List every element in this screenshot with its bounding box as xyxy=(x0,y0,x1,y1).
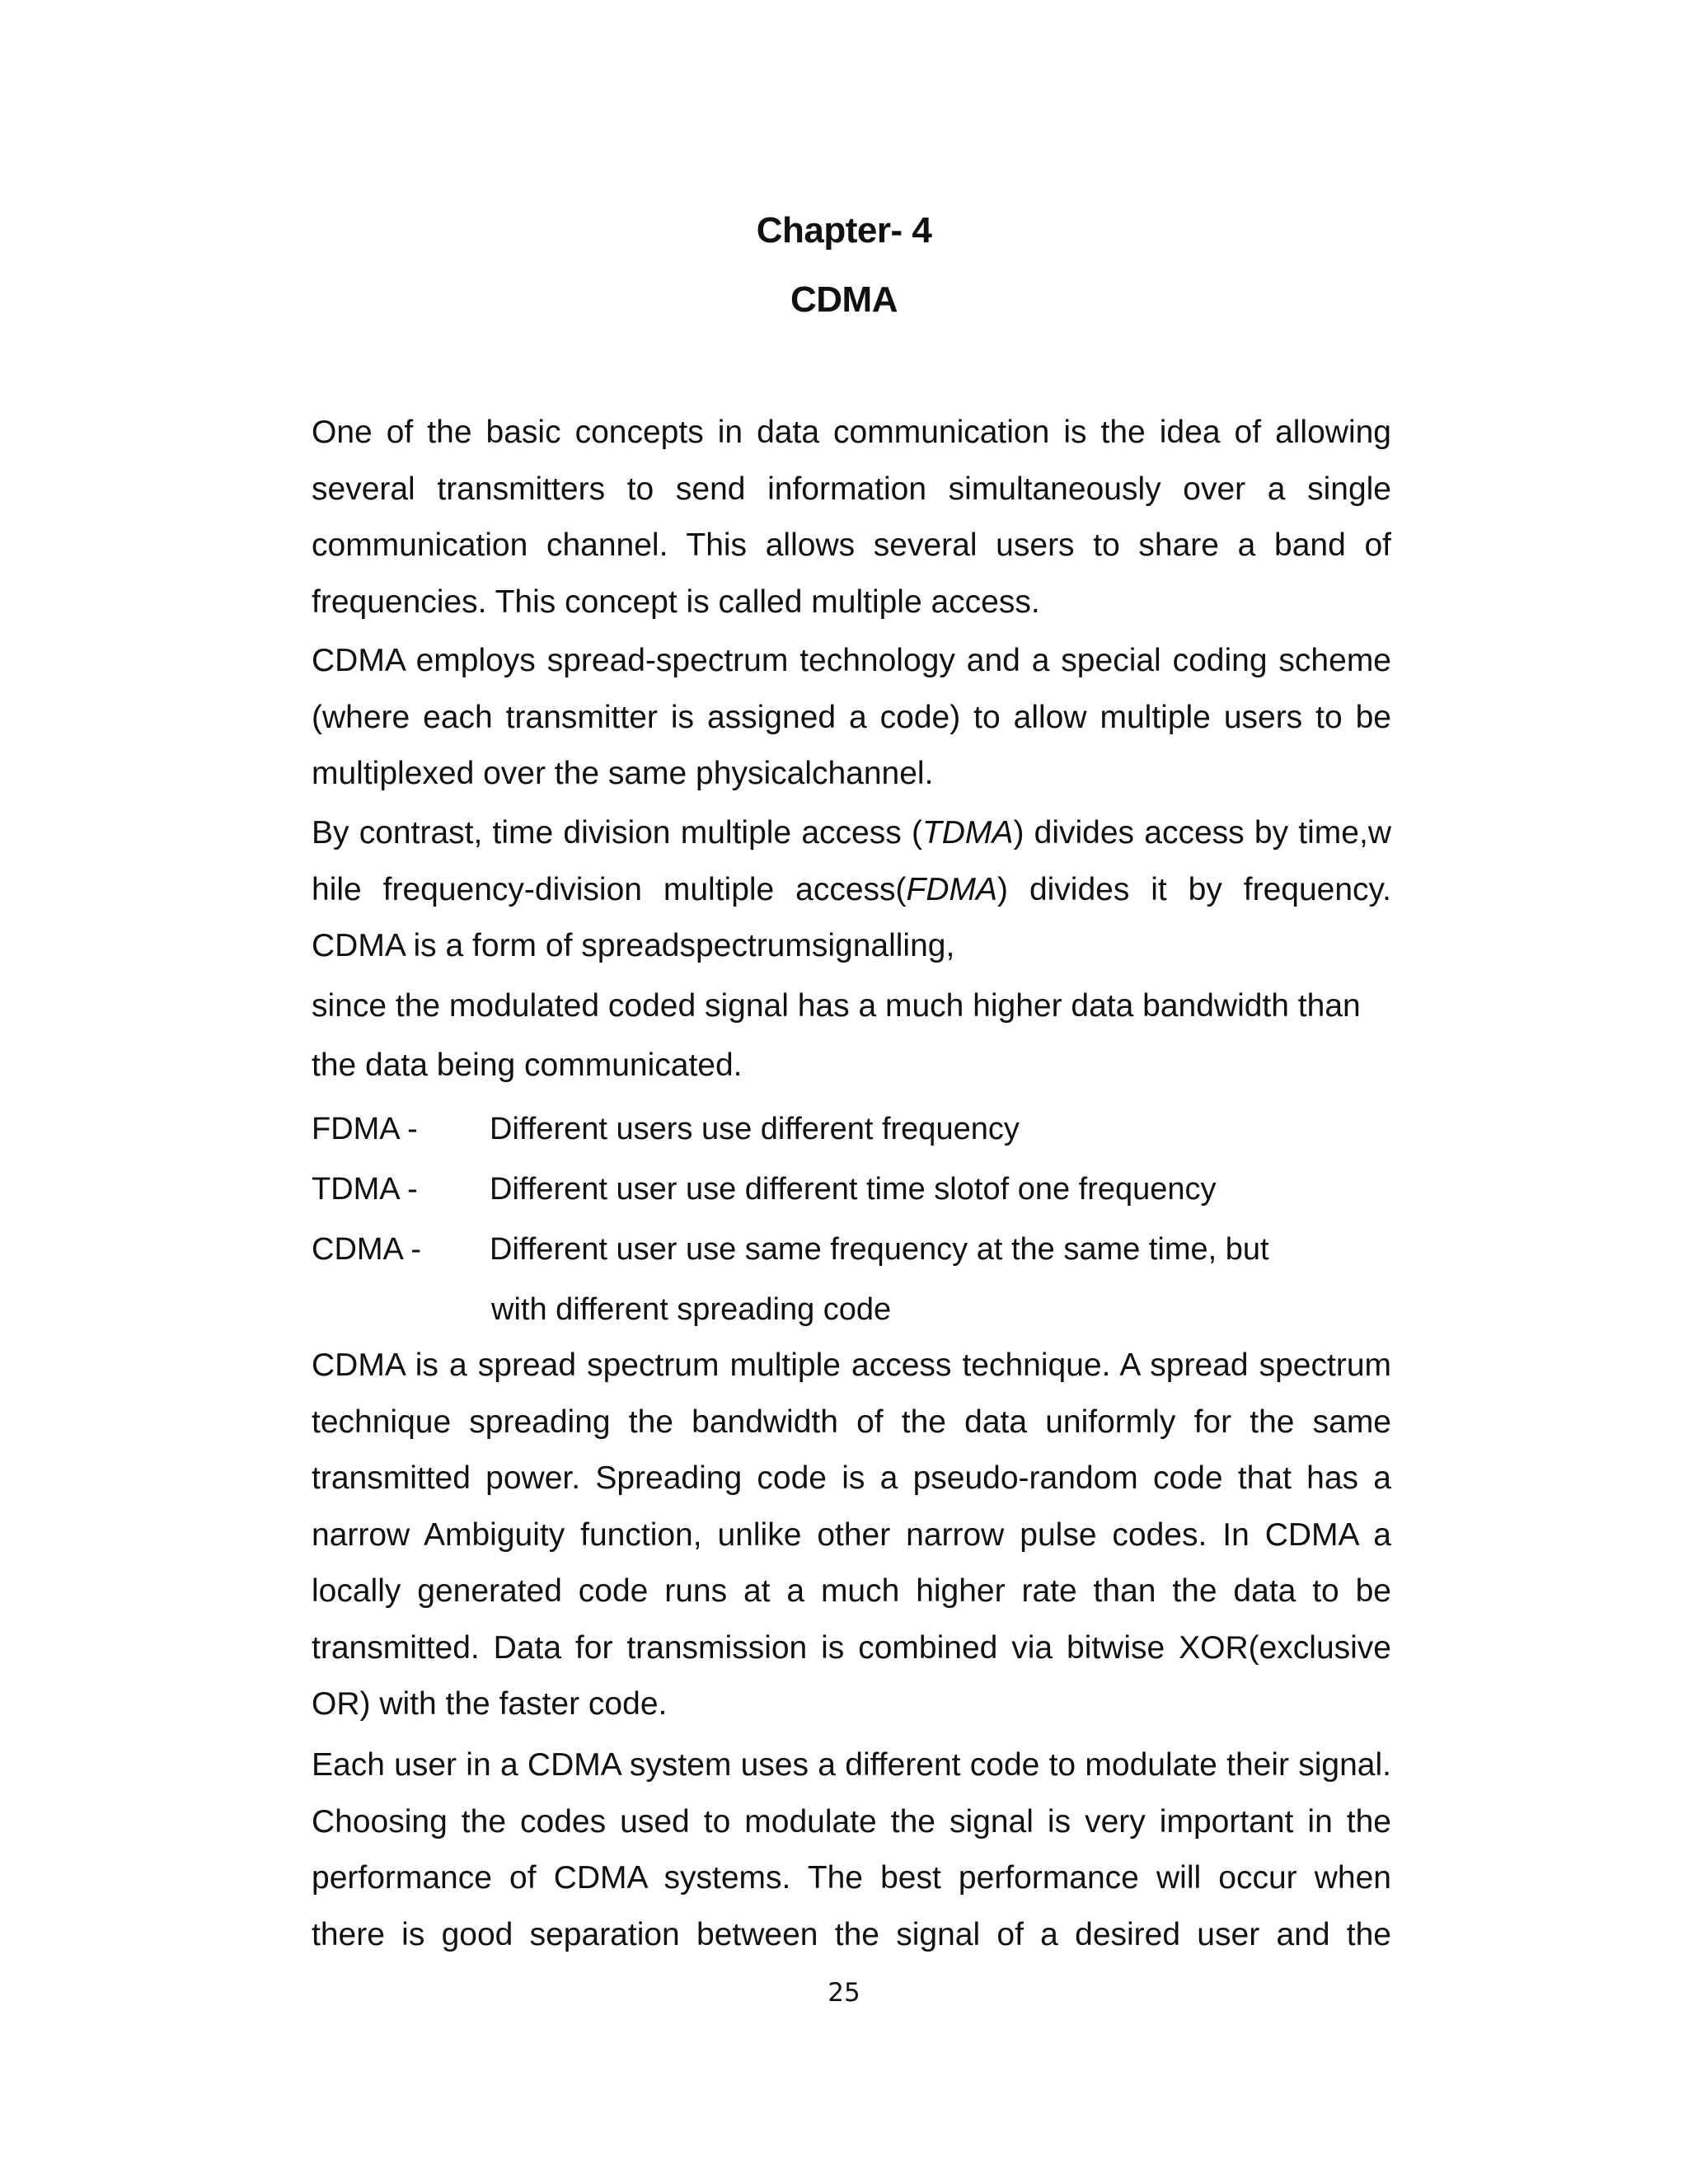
chapter-label: Chapter- 4 xyxy=(756,210,932,251)
text-line: communication channel. This allows several users to share a band of xyxy=(312,527,1391,563)
text-line: the data being communicated. xyxy=(312,1047,743,1083)
acronym-fdma: FDMA xyxy=(906,871,998,907)
text-line: OR) with the faster code. xyxy=(312,1686,668,1722)
text-segment: ) divides it by frequency. xyxy=(997,871,1391,907)
definition-description: Different user use different time slotof one frequency xyxy=(490,1172,1217,1207)
definition-row-continuation xyxy=(312,1280,1391,1340)
page-number: 25 xyxy=(828,1978,860,2008)
definition-description: Different user use same frequency at the same time, but xyxy=(490,1232,1269,1267)
text-line: CDMA is a form of spreadspectrumsignalling, xyxy=(312,928,955,963)
access-methods-list xyxy=(312,1099,1391,1340)
paragraph-codes xyxy=(312,1737,1391,1963)
text-line xyxy=(312,805,1391,862)
text-line: transmitted. Data for transmission is combined via bitwise XOR(exclusive xyxy=(312,1629,1391,1666)
text-line: Each user in a CDMA system uses a different code to modulate their signal. xyxy=(312,1747,1391,1783)
paragraph-spread-spectrum xyxy=(312,1338,1391,1733)
definition-term: CDMA - xyxy=(312,1232,421,1267)
text-line: several transmitters to send information simultaneously over a single xyxy=(312,471,1391,507)
paragraph-contrast xyxy=(312,805,1391,1094)
paragraph-cdma-definition xyxy=(312,633,1391,803)
text-line: locally generated code runs at a much higher rate than the data to be xyxy=(312,1573,1391,1609)
paragraph-intro xyxy=(312,405,1391,630)
text-line: there is good separation between the signal of a desired user and the xyxy=(312,1916,1391,1952)
definition-term: TDMA - xyxy=(312,1172,418,1207)
text-line: frequencies. This concept is called multiple access. xyxy=(312,583,1040,620)
text-segment: ) divides access by time,w xyxy=(1013,815,1391,851)
text-line: since the modulated coded signal has a much higher data bandwidth than xyxy=(312,987,1361,1024)
text-line: Choosing the codes used to modulate the signal is very important in the xyxy=(312,1803,1391,1840)
text-line: narrow Ambiguity function, unlike other narrow pulse codes. In CDMA a xyxy=(312,1516,1391,1553)
definition-row-cdma xyxy=(312,1220,1391,1280)
text-line: One of the basic concepts in data communication is the idea of allowing xyxy=(312,415,1391,450)
text-line: technique spreading the bandwidth of the data uniformly for the same xyxy=(312,1404,1391,1440)
definition-description: with different spreading code xyxy=(491,1292,892,1327)
text-line: transmitted power. Spreading code is a pseudo-random code that has a xyxy=(312,1460,1391,1496)
text-segment: hile frequency-division multiple access( xyxy=(312,871,907,907)
text-line: multiplexed over the same physicalchannel. xyxy=(312,756,934,791)
definition-row-tdma xyxy=(312,1160,1391,1220)
text-line: CDMA is a spread spectrum multiple access technique. A spread spectrum xyxy=(312,1347,1391,1383)
text-line: performance of CDMA systems. The best performance will occur when xyxy=(312,1860,1391,1896)
text-line xyxy=(312,862,1391,919)
text-line: (where each transmitter is assigned a code) to allow multiple users to be xyxy=(312,699,1391,735)
text-segment: By contrast, time division multiple access ( xyxy=(312,815,922,851)
text-line: CDMA employs spread-spectrum technology and a special coding scheme xyxy=(312,643,1391,678)
definition-term: FDMA - xyxy=(312,1112,418,1146)
acronym-tdma: TDMA xyxy=(921,815,1014,851)
definition-description: Different users use different frequency xyxy=(490,1112,1020,1146)
definition-row-fdma xyxy=(312,1099,1391,1160)
chapter-title: CDMA xyxy=(790,279,898,320)
